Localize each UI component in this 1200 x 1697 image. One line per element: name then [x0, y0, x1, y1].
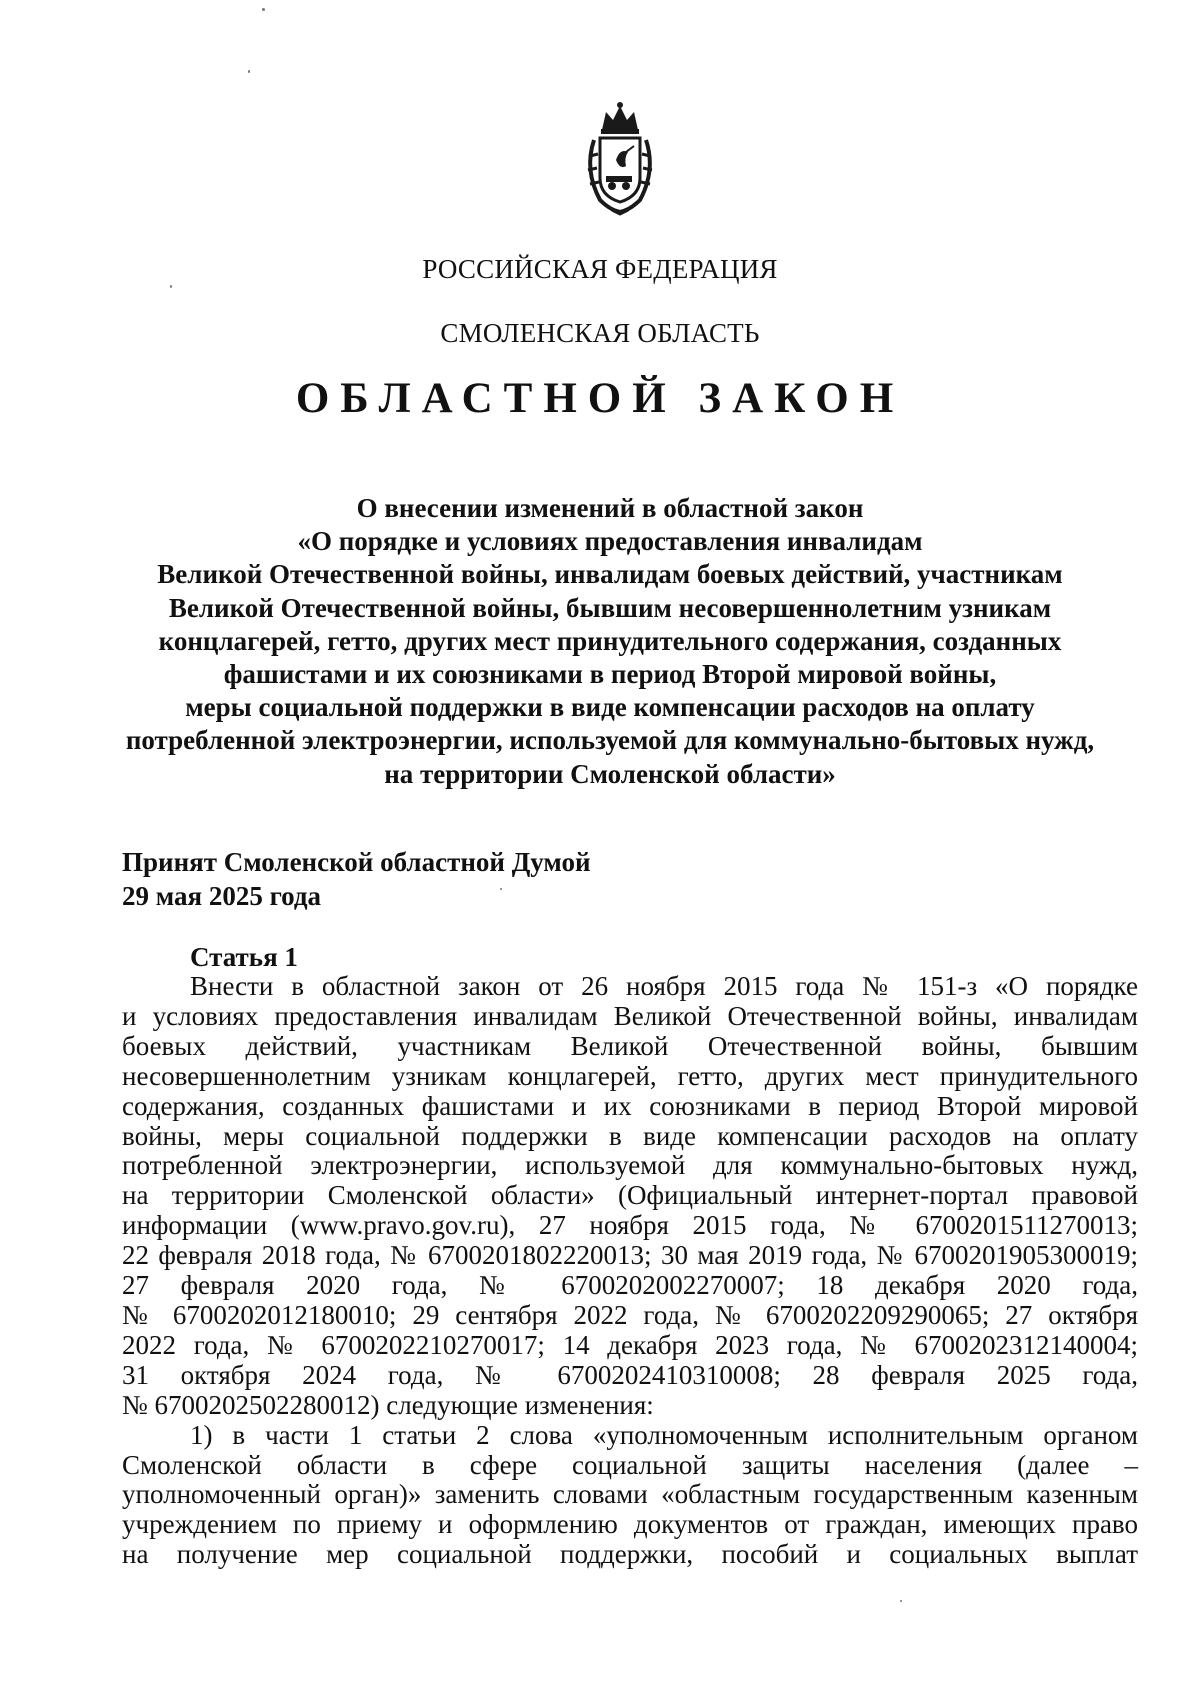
law-title-line: на территории Смоленской области» — [384, 758, 836, 789]
smolensk-coat-of-arms-icon — [570, 100, 670, 220]
body-line: учреждением по приему и оформлению документов от граждан, имеющих право — [122, 1509, 1138, 1540]
body-line: № 6700202012180010; 29 сентября 2022 года, № 6700202209290065; 27 октября — [122, 1299, 1138, 1330]
adoption-note — [122, 845, 591, 913]
country-name: РОССИЙСКАЯ ФЕДЕРАЦИЯ — [422, 254, 778, 284]
body-line: и условиях предоставления инвалидам Великой Отечественной войны, инвалидам — [122, 1000, 1138, 1031]
scan-speck — [170, 285, 172, 288]
document-type-heading: ОБЛАСТНОЙ ЗАКОН — [295, 375, 905, 422]
law-title — [110, 492, 1110, 791]
body-line: 22 февраля 2018 года, № 6700201802220013; 30 мая 2019 года, № 6700201905300019; — [122, 1240, 1138, 1271]
law-title-line: фашистами и их союзниками в период Второй мировой войны, — [223, 659, 997, 690]
body-line: 27 февраля 2020 года, № 6700202002270007; 18 декабря 2020 года, — [122, 1270, 1138, 1301]
law-title-line: Великой Отечественной войны, инвалидам боевых действий, участникам — [157, 559, 1063, 590]
scan-speck — [900, 1600, 902, 1602]
body-line: № 6700202502280012) следующие изменения: — [122, 1389, 654, 1420]
body-line: на территории Смоленской области» (Официальный интернет-портал правовой — [122, 1180, 1138, 1211]
body-line: 1) в части 1 статьи 2 слова «уполномоченным исполнительным органом — [190, 1419, 1138, 1450]
article-heading: Статья 1 — [190, 942, 298, 972]
law-title-line: Великой Отечественной войны, бывшим несовершеннолетним узникам — [168, 592, 1052, 623]
law-title-line: О внесении изменений в областной закон — [356, 493, 864, 523]
body-line: боевых действий, участникам Великой Отечественной войны, бывшим — [122, 1030, 1138, 1061]
body-line: на получение мер социальной поддержки, пособий и социальных выплат — [122, 1539, 1138, 1570]
law-title-line: концлагерей, гетто, других мест принудительного содержания, созданных — [158, 625, 1062, 656]
adoption-body: Принят Смоленской областной Думой — [122, 847, 591, 877]
scan-speck — [248, 70, 250, 73]
body-line: Внести в областной закон от 26 ноября 2015 года № 151-з «О порядке — [190, 971, 1138, 1001]
body-line: информации (www.pravo.gov.ru), 27 ноября 2015 года, № 6700201511270013; — [122, 1210, 1138, 1241]
scan-speck — [262, 8, 265, 11]
body-line: 2022 года, № 6700202210270017; 14 декабря 2023 года, № 6700202312140004; — [122, 1329, 1138, 1360]
region-name: СМОЛЕНСКАЯ ОБЛАСТЬ — [440, 318, 760, 348]
law-title-line: меры социальной поддержки в виде компенсации расходов на оплату — [185, 692, 1035, 723]
body-line: Смоленской области в сфере социальной защиты населения (далее – — [122, 1449, 1138, 1480]
body-line: 31 октября 2024 года, № 6700202410310008; 28 февраля 2025 года, — [122, 1359, 1138, 1390]
body-line: войны, меры социальной поддержки в виде компенсации расходов на оплату — [122, 1120, 1138, 1151]
law-title-line: потребленной электроэнергии, используемой для коммунально-бытовых нужд, — [125, 725, 1095, 756]
body-line: уполномоченный орган)» заменить словами «областным государственным казенным — [122, 1479, 1138, 1510]
law-title-line: «О порядке и условиях предоставления инвалидам — [297, 526, 923, 557]
body-line: несовершеннолетним узникам концлагерей, гетто, других мест принудительного — [122, 1060, 1138, 1091]
article-body — [122, 972, 1138, 1570]
adoption-date: 29 мая 2025 года — [122, 881, 322, 911]
body-line: потребленной электроэнергии, используемой для коммунально-бытовых нужд, — [122, 1150, 1138, 1181]
scan-speck — [500, 888, 502, 890]
body-line: содержания, созданных фашистами и их союзниками в период Второй мировой — [122, 1090, 1138, 1121]
